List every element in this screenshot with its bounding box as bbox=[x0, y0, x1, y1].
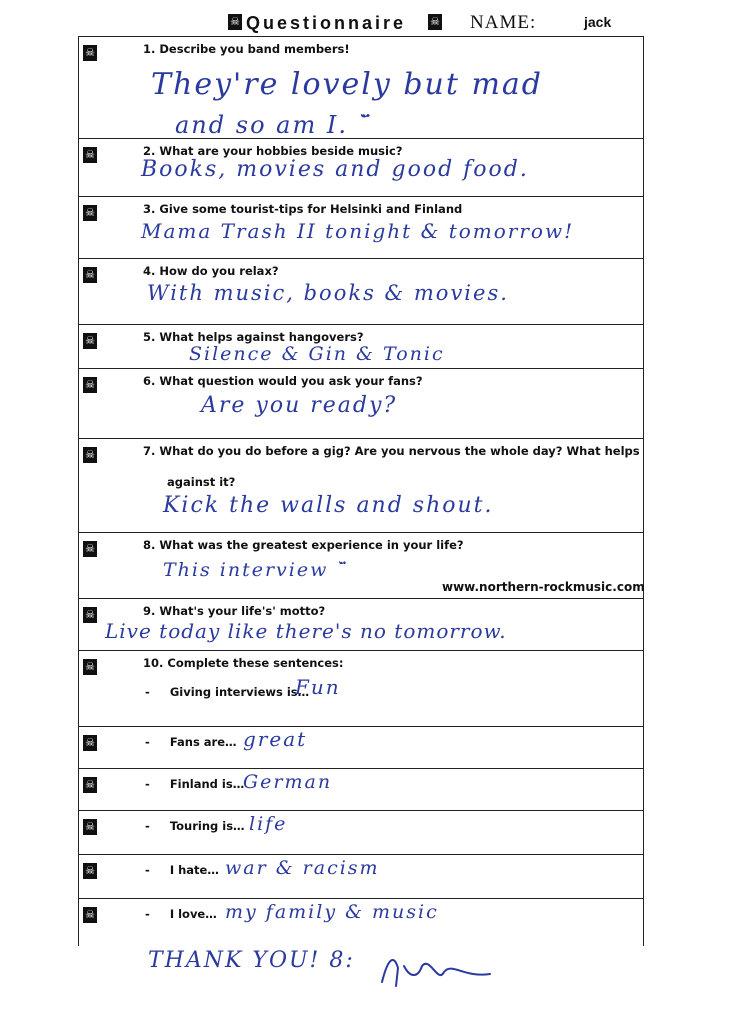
skull-crossbones-icon: ☠ bbox=[83, 777, 97, 793]
handwritten-answer: Are you ready? bbox=[201, 393, 398, 418]
handwritten-answer: Kick the walls and shout. bbox=[163, 493, 494, 518]
question-row-7 bbox=[79, 438, 643, 533]
skull-crossbones-icon: ☠ bbox=[83, 377, 97, 393]
question-text: against it? bbox=[167, 475, 236, 489]
handwritten-answer: Books, movies and good food. bbox=[141, 157, 529, 182]
question-number: 10. bbox=[143, 656, 164, 670]
question-text: What was the greatest experience in your life? bbox=[159, 538, 464, 552]
skull-crossbones-icon: ☠ bbox=[83, 147, 97, 163]
header bbox=[0, 8, 744, 38]
skull-crossbones-icon: ☠ bbox=[83, 659, 97, 675]
handwritten-answer: life bbox=[249, 813, 288, 835]
question-text: What do you do before a gig? Are you nervous the whole day? What helps bbox=[159, 444, 640, 458]
question-row-5 bbox=[79, 324, 643, 369]
skull-crossbones-icon: ☠ bbox=[83, 267, 97, 283]
sentence-prompt: - Finland is… bbox=[145, 777, 245, 791]
handwritten-answer: great bbox=[243, 727, 308, 751]
question-number: 4. bbox=[143, 264, 156, 278]
skull-crossbones-icon: ☠ bbox=[228, 14, 242, 30]
handwritten-answer: They're lovely but mad bbox=[151, 67, 544, 102]
question-text: What's your life's' motto? bbox=[159, 604, 326, 618]
handwritten-answer: Live today like there's no tomorrow. bbox=[105, 619, 507, 643]
question-text: How do you relax? bbox=[159, 264, 279, 278]
handwritten-answer: Silence & Gin & Tonic bbox=[189, 343, 445, 365]
question-row-3 bbox=[79, 196, 643, 259]
skull-crossbones-icon: ☠ bbox=[83, 541, 97, 557]
sentence-prompt: - I hate… bbox=[145, 863, 219, 877]
name-value: jack bbox=[584, 14, 612, 30]
question-text: Give some tourist-tips for Helsinki and Finland bbox=[159, 202, 463, 216]
question-number: 8. bbox=[143, 538, 156, 552]
question-number: 6. bbox=[143, 374, 156, 388]
skull-crossbones-icon: ☠ bbox=[83, 907, 97, 923]
question-row-1 bbox=[79, 36, 643, 139]
skull-crossbones-icon: ☠ bbox=[83, 607, 97, 623]
skull-crossbones-icon: ☠ bbox=[83, 863, 97, 879]
sentence-row-finland bbox=[79, 768, 643, 811]
skull-crossbones-icon: ☠ bbox=[83, 735, 97, 751]
handwritten-answer: Fun bbox=[295, 675, 341, 699]
name-label: NAME: bbox=[470, 12, 537, 33]
website-url: www.northern-rockmusic.com bbox=[442, 580, 645, 594]
question-row-4 bbox=[79, 258, 643, 325]
skull-crossbones-icon: ☠ bbox=[83, 45, 97, 61]
question-number: 7. bbox=[143, 444, 156, 458]
handwritten-answer: With music, books & movies. bbox=[147, 281, 509, 305]
question-number: 2. bbox=[143, 144, 156, 158]
question-number: 5. bbox=[143, 330, 156, 344]
handwritten-answer: Mama Trash II tonight & tomorrow! bbox=[141, 219, 575, 243]
sentence-row-love bbox=[79, 898, 643, 947]
skull-crossbones-icon: ☠ bbox=[83, 205, 97, 221]
page-title: Questionnaire bbox=[246, 13, 407, 33]
question-number: 3. bbox=[143, 202, 156, 216]
skull-crossbones-icon: ☠ bbox=[428, 14, 442, 30]
question-number: 1. bbox=[143, 42, 156, 56]
questionnaire-form bbox=[78, 36, 644, 946]
skull-crossbones-icon: ☠ bbox=[83, 447, 97, 463]
sentence-row-fans bbox=[79, 726, 643, 769]
handwritten-answer: This interview ¨̆ bbox=[163, 559, 348, 581]
sentence-row-hate bbox=[79, 854, 643, 899]
handwritten-answer: my family & music bbox=[225, 901, 439, 923]
handwritten-answer: war & racism bbox=[225, 857, 380, 879]
sentence-prompt: - I love… bbox=[145, 907, 217, 921]
question-row-10 bbox=[79, 650, 643, 727]
question-text: Complete these sentences: bbox=[167, 656, 344, 670]
question-text: What helps against hangovers? bbox=[159, 330, 364, 344]
handwritten-answer: German bbox=[243, 771, 333, 793]
sentence-prompt: - Touring is… bbox=[145, 819, 245, 833]
sentence-row-touring bbox=[79, 810, 643, 855]
thank-you-note: THANK YOU! 8: bbox=[148, 948, 355, 973]
skull-crossbones-icon: ☠ bbox=[83, 819, 97, 835]
question-text: Describe you band members! bbox=[159, 42, 350, 56]
sentence-prompt: - Fans are… bbox=[145, 735, 237, 749]
skull-crossbones-icon: ☠ bbox=[83, 333, 97, 349]
sentence-prompt: - Giving interviews is… bbox=[145, 685, 310, 699]
question-row-9 bbox=[79, 598, 643, 651]
question-number: 9. bbox=[143, 604, 156, 618]
question-text: What question would you ask your fans? bbox=[159, 374, 423, 388]
handwritten-answer: and so am I. ¨̆ bbox=[175, 111, 372, 139]
question-row-2 bbox=[79, 138, 643, 197]
signature bbox=[374, 948, 494, 988]
question-text: What are your hobbies beside music? bbox=[159, 144, 403, 158]
question-row-6 bbox=[79, 368, 643, 439]
